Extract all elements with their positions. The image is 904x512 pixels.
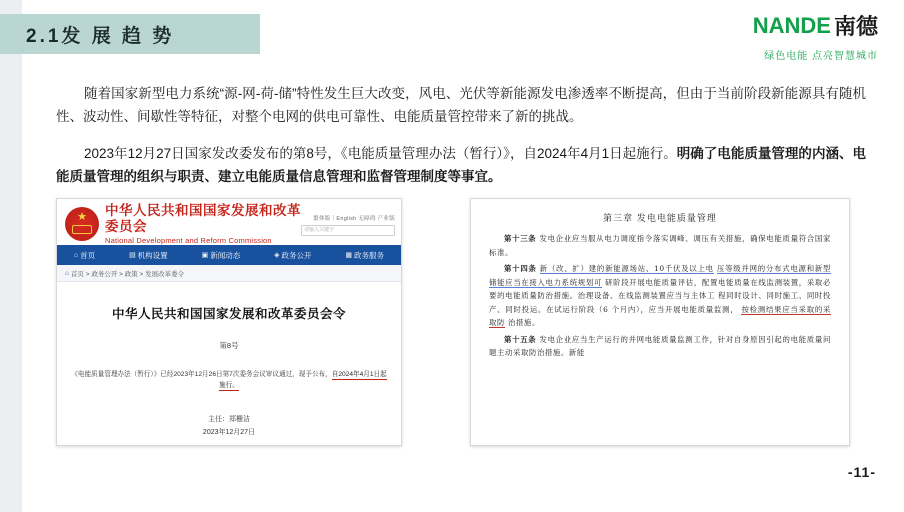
paragraph-1-text: 随着国家新型电力系统“源-网-荷-储”特性发生巨大改变，风电、光伏等新能源发电渗透率不断提高，但由于当前阶段新能源具有随机性、波动性、间歇性等特征，对整个电网的供电可靠性、电能质量管控带来了新的挑战。 bbox=[56, 86, 866, 124]
brand-mark: NANDE bbox=[752, 12, 831, 38]
article-number: 第十五条 bbox=[504, 334, 537, 344]
ndrc-decree-body bbox=[71, 369, 387, 391]
ndrc-decree-number: 第8号 bbox=[219, 341, 239, 350]
regulation-chapter-title: 第三章 发电电能质量管理 bbox=[603, 214, 717, 224]
article-text-a: 新（改、扩）建的新能源场站、10千伏及以上电 bbox=[539, 264, 714, 273]
regulation-article-15 bbox=[489, 333, 831, 360]
page-number: -11- bbox=[847, 464, 876, 480]
ndrc-tools-links[interactable]: 繁体版｜English 无障碍 产业版 bbox=[313, 216, 395, 222]
ndrc-nav-label: 政务公开 bbox=[281, 250, 312, 260]
page-title: 2.1发 展 趋 势 bbox=[26, 25, 175, 47]
ndrc-tools bbox=[301, 212, 395, 236]
regulation-article-14 bbox=[489, 262, 831, 330]
ndrc-sign-date: 2023年12月27日 bbox=[202, 429, 256, 436]
ndrc-nav-label: 机构设置 bbox=[137, 250, 168, 260]
regulation-document-card bbox=[470, 198, 850, 446]
ndrc-nav-item-service[interactable] bbox=[345, 250, 384, 261]
breadcrumb-text: 首页 > 政务公开 > 政策 > 发展改革委令 bbox=[70, 270, 185, 278]
brand-logo bbox=[753, 10, 878, 62]
article-text-c: 研阶段开展电能质量评估，配置电能质量在线监测装置，采取必 bbox=[605, 277, 831, 287]
ndrc-nav-item-disclosure[interactable] bbox=[274, 250, 311, 261]
article-text-e: 程同时设计、同时施工、同时投产、同时投运。在试运行阶段（6 bbox=[489, 291, 831, 314]
ndrc-nav-label: 政务服务 bbox=[354, 250, 384, 260]
article-text-h: 治措施。 bbox=[507, 318, 540, 327]
article-text-f: 个月内），应当开展电能质量监测， bbox=[611, 304, 739, 314]
home-icon: ⌂ bbox=[65, 269, 69, 277]
brand-tagline: 绿色电能 点亮智慧城市 bbox=[764, 51, 878, 62]
slide-title-pill bbox=[0, 14, 260, 54]
article-number: 第十四条 bbox=[504, 264, 537, 273]
breadcrumb[interactable] bbox=[57, 265, 401, 282]
ndrc-nav-item-home[interactable] bbox=[74, 250, 95, 261]
ndrc-nav-item-news[interactable] bbox=[202, 250, 241, 261]
building-icon: ▤ bbox=[129, 252, 136, 259]
paragraph-1 bbox=[56, 82, 866, 128]
ndrc-header bbox=[57, 199, 401, 245]
service-icon: ▦ bbox=[345, 252, 352, 259]
national-emblem-icon bbox=[65, 207, 99, 241]
ndrc-decree-title: 中华人民共和国国家发展和改革委员会令 bbox=[111, 307, 346, 321]
ndrc-nav-label: 新闻动态 bbox=[210, 250, 241, 260]
ndrc-document-card bbox=[56, 198, 402, 446]
article-text: 发电企业应当服从电力调度指令落实调峰、调压有关措施，确保电能质量符合国家标准。 bbox=[489, 234, 831, 257]
article-text-g: 按检测结果应当采取的采取防 bbox=[489, 304, 832, 327]
article-text-d: 要的电能质量防治措施。治理设备、在线监测装置应当与主体工 bbox=[489, 291, 716, 300]
ndrc-org-name-en: National Development and Reform Commission bbox=[105, 235, 272, 245]
ndrc-nav-item-org[interactable] bbox=[129, 250, 168, 261]
ndrc-signature-block bbox=[57, 413, 401, 439]
paragraph-2 bbox=[56, 142, 866, 188]
brand-name-cn: 南德 bbox=[833, 14, 878, 39]
article-text-b: 压等级并网的分布式电源和新型储能应当在接入电力系统规划可 bbox=[489, 264, 832, 287]
ndrc-decree-effective-date: 自2024年4月1日起施行。 bbox=[219, 371, 387, 389]
regulation-article-13 bbox=[489, 232, 831, 259]
ndrc-navbar bbox=[57, 245, 401, 265]
ndrc-nav-label: 首页 bbox=[80, 250, 96, 260]
article-text: 发电企业应当生产运行的并网电能质量监测工作，针对自身原因引起的电能质量问题主动采取防治措施。新能 bbox=[489, 334, 831, 357]
paragraph-2-lead: 2023年12月27日国家发改委发布的第8号，《电能质量管理办法（暂行）》，自2024年4月1日起施行。 bbox=[84, 146, 677, 161]
doc-icon: ◈ bbox=[274, 252, 280, 259]
ndrc-signer: 主任：郑栅洁 bbox=[208, 416, 250, 423]
left-accent-band bbox=[0, 0, 22, 512]
paragraph-2-bold: 明确了电能质量管理的内涵、电能质量管理的组织与职责、建立电能质量信息管理和监督管理制度等事宜。 bbox=[56, 146, 867, 184]
ndrc-org-name-cn: 中华人民共和国国家发展和改革委员会 bbox=[105, 202, 301, 234]
ndrc-search-input[interactable]: 请输入关键字 bbox=[301, 225, 395, 236]
article-number: 第十三条 bbox=[504, 234, 537, 243]
ndrc-decree-body-text: 《电能质量管理办法（暂行）》已经2023年12月26日第7次委务会议审议通过，现予公布， bbox=[71, 371, 332, 378]
news-icon: ▣ bbox=[201, 252, 209, 259]
home-icon: ⌂ bbox=[73, 251, 79, 259]
